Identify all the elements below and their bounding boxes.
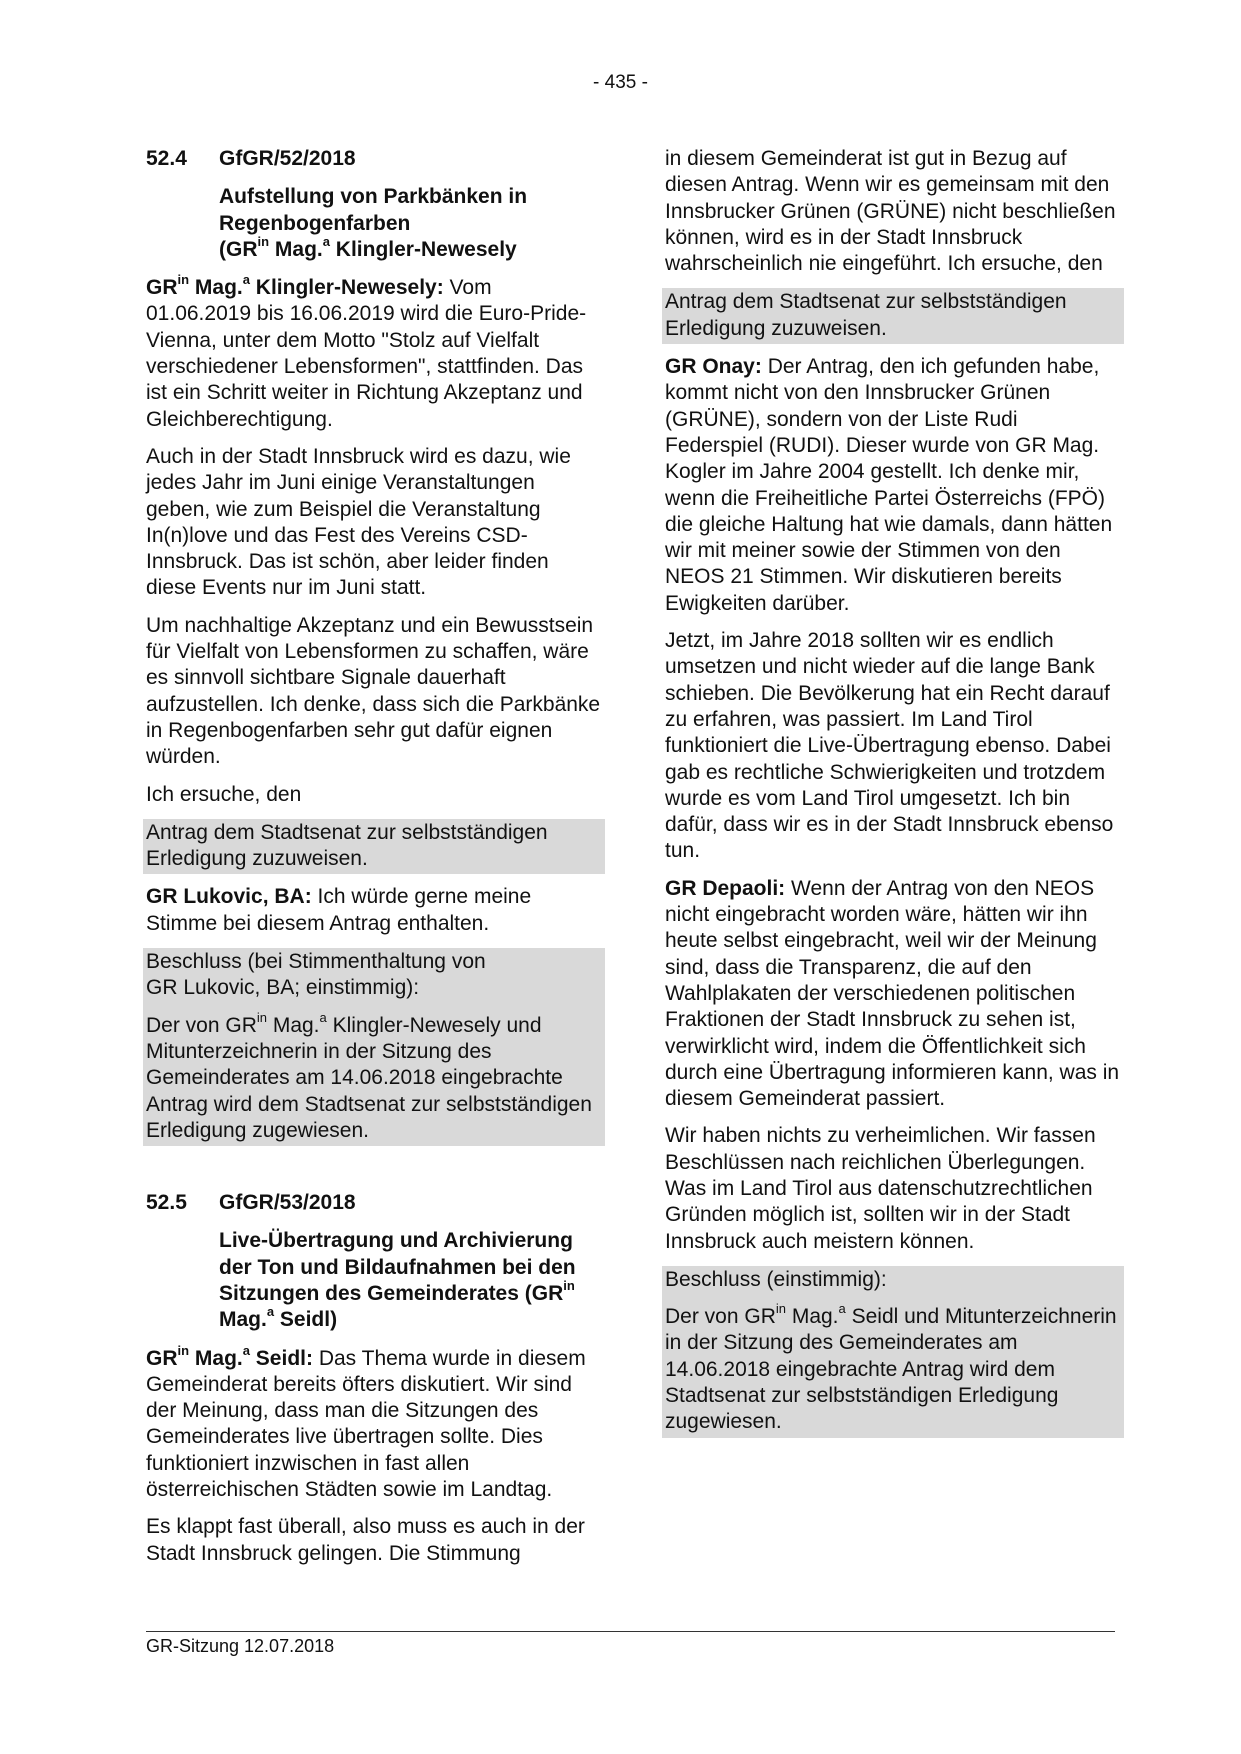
speaker-name: GR Lukovic, BA:: [146, 885, 312, 909]
speech-paragraph: GR Lukovic, BA: Ich würde gerne meine Stimme bei diesem Antrag enthalten.: [146, 885, 532, 935]
speech-paragraph: Wir haben nichts zu verheimlichen. Wir fassen Beschlüssen nach reichlichen Überlegungen. Was im Land Tirol aus datenschutzrechtlichen Gründen möglich ist, sollten wir in der Stadt Innsbruck auch meistern können.: [665, 1124, 1096, 1253]
section-title: Live-Übertragung und Archivierung der Ton und Bildaufnahmen bei den Sitzungen des Gemeinderates ($GR^{in}$ Mag.$^a$ Seidl): [219, 1229, 576, 1332]
section-title: [219, 184, 602, 263]
decision-heading: Beschluss (bei Stimmenthaltung von GR Lukovic, BA; einstimmig):: [146, 950, 486, 1000]
speech-paragraph: GR Depaoli: Wenn der Antrag von den NEOS nicht eingebracht worden wäre, hätten wir ihn heute selbst eingebracht, weil wir der Meinung sind, dass die Transparenz, die auf den Wahlplakaten der verschiedenen politischen Fraktionen der Stadt Innsbruck zu sehen ist, verwirklicht wird, indem die Öffentlichkeit sich durch eine Übertragung informieren kann, was in diesem Gemeinderat passiert.: [665, 876, 1120, 1111]
motion-box: [662, 288, 1124, 344]
speech-paragraph: Ich ersuche, den: [146, 782, 302, 806]
page-number: - 435 -: [593, 72, 648, 93]
decision-box: [143, 948, 605, 1146]
speech-paragraph: Auch in der Stadt Innsbruck wird es dazu, wie jedes Jahr im Juni einige Veranstaltungen geben, wie zum Beispiel die Veranstaltung In(n)love und das Fest des Vereins CSD-Innsbruck. Das ist schön, aber leider finden diese Events nur im Juni statt.: [146, 444, 571, 600]
section-number: 52.4: [146, 147, 187, 170]
speaker-name: $GR^{in}$ Mag.$^a$ Klingler-Newesely:: [146, 272, 444, 300]
speech-paragraph: $GR^{in}$ Mag.$^a$ Seidl: Das Thema wurde in diesem Gemeinderat bereits öfters diskutiert. Wir sind der Meinung, dass man die Sitzungen des Gemeinderates live übertragen sollte. Dies funktioniert inzwischen in fast allen österreichischen Städten sowie im Landtag.: [146, 1342, 586, 1502]
section-code: GfGR/53/2018: [219, 1191, 356, 1215]
speech-paragraph: Jetzt, im Jahre 2018 sollten wir es endlich umsetzen und nicht wieder auf die lange Bank schieben. Die Bevölkerung hat ein Recht darauf zu erfahren, was passiert. Im Land Tirol funktioniert die Live-Übertragung ebenso. Dabei gab es rechtliche Schwierigkeiten und trotzdem wurde es vom Land Tirol umgesetzt. Ich bin dafür, dass wir es in der Stadt Innsbruck ebenso tun.: [665, 629, 1114, 863]
motion-text: Antrag dem Stadtsenat zur selbstständigen Erledigung zuzuweisen.: [146, 820, 548, 871]
motion-text: Antrag dem Stadtsenat zur selbstständigen Erledigung zuzuweisen.: [665, 290, 1067, 340]
title-line: Aufstellung von Parkbänken in: [219, 185, 528, 209]
left-column: [146, 146, 602, 1578]
section-heading-52-4: [146, 146, 602, 172]
motion-box: [143, 819, 605, 875]
title-line: Regenbogenfarben: [219, 211, 411, 235]
footer-divider: [146, 1631, 1115, 1632]
speech-paragraph: Um nachhaltige Akzeptanz und ein Bewusstsein für Vielfalt von Lebensformen zu schaffen, wäre es sinnvoll sichtbare Signale dauerhaft aufzustellen. Ich denke, dass sich die Parkbänke in Regenbogenfarben sehr gut dafür eignen würden.: [146, 613, 601, 769]
section-code: GfGR/52/2018: [219, 147, 356, 170]
decision-text: Der von $GR^{in}$ Mag.$^a$ Seidl und Mitunterzeichnerin in der Sitzung des Gemeinderates am 14.06.2018 eingebrachte Antrag wird dem Stadtsenat zur selbstständigen Erledigung zugewiesen.: [665, 1301, 1117, 1434]
speaker-name: GR Onay:: [665, 355, 762, 379]
decision-box: [662, 1266, 1124, 1438]
speaker-name: GR Depaoli:: [665, 876, 786, 900]
speech-paragraph: $GR^{in}$ Mag.$^a$ Klingler-Newesely: Vom 01.06.2019 bis 16.06.2019 wird die Euro-Pride-Vienna, unter dem Motto "Stolz auf Vielfalt verschiedener Lebensformen", stattfinden. Das ist ein Schritt weiter in Richtung Akzeptanz und Gleichberechtigung.: [146, 272, 587, 431]
section-heading-52-5: [146, 1190, 602, 1216]
decision-text: Der von $GR^{in}$ Mag.$^a$ Klingler-Newesely und Mitunterzeichnerin in der Sitzung des Gemeinderates am 14.06.2018 eingebrachte Antrag wird dem Stadtsenat zur selbstständigen Erledigung zugewiesen.: [146, 1009, 592, 1142]
speaker-name: $GR^{in}$ Mag.$^a$ Seidl:: [146, 1342, 313, 1370]
decision-heading: Beschluss (einstimmig):: [665, 1267, 887, 1291]
speech-paragraph: in diesem Gemeinderat ist gut in Bezug auf diesen Antrag. Wenn wir es gemeinsam mit den Innsbrucker Grünen (GRÜNE) nicht beschließen können, wird es in der Stadt Innsbruck wahrscheinlich nie eingeführt. Ich ersuche, den: [665, 147, 1116, 276]
right-column: [665, 146, 1121, 1448]
speech-paragraph: GR Onay: Der Antrag, den ich gefunden habe, kommt nicht von den Innsbrucker Grünen (GRÜNE), sondern von der Liste Rudi Federspiel (RUDI). Dieser wurde von GR Mag. Kogler im Jahre 2004 gestellt. Ich denke mir, wenn die Freiheitliche Partei Österreichs (FPÖ) die gleiche Haltung hat wie damals, dann hätten wir mit meiner sowie der Stimmen von den NEOS 21 Stimmen. Wir diskutieren bereits Ewigkeiten darüber.: [665, 355, 1113, 615]
section-number: 52.5: [146, 1191, 187, 1215]
title-line: ($GR^{in}$ Mag.$^a$ Klingler-Newesely: [219, 233, 517, 261]
footer-text: GR-Sitzung 12.07.2018: [146, 1636, 335, 1656]
speech-paragraph: Es klappt fast überall, also muss es auch in der Stadt Innsbruck gelingen. Die Stimmung: [146, 1515, 585, 1565]
